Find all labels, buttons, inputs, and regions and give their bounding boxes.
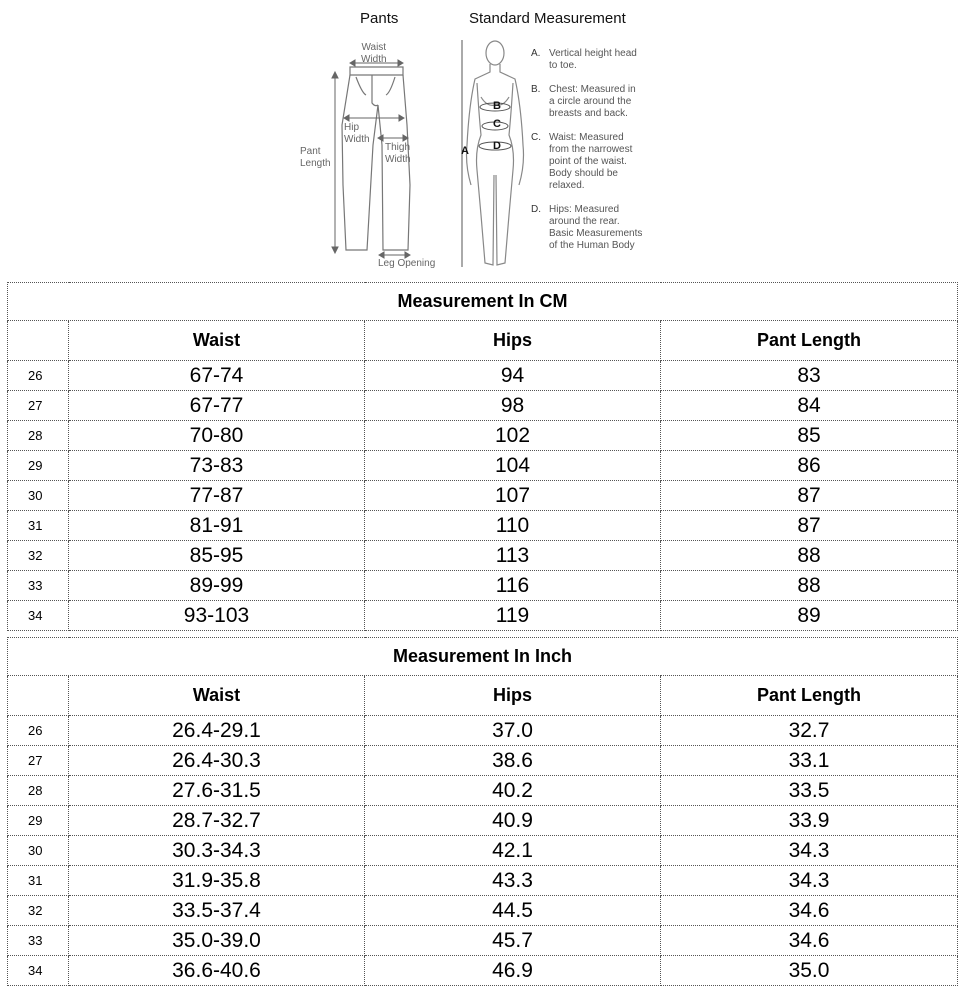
leg-opening-label: Leg Opening [378, 258, 436, 269]
pant-length-cell: 89 [661, 601, 958, 631]
table-row [8, 361, 958, 391]
pant-length-label: Pant Length [300, 146, 331, 169]
waist-cell: 26.4-29.1 [69, 716, 365, 746]
waist-cell: 67-77 [69, 391, 365, 421]
table-row [8, 806, 958, 836]
size-cell: 33 [8, 926, 69, 956]
waist-cell: 27.6-31.5 [69, 776, 365, 806]
pant-length-cell: 86 [661, 451, 958, 481]
pant-length-cell: 34.3 [661, 836, 958, 866]
pant-length-cell: 85 [661, 421, 958, 451]
pant-length-cell: 87 [661, 511, 958, 541]
hips-cell: 38.6 [365, 746, 661, 776]
thigh-width-label: Thigh Width [385, 142, 411, 165]
size-cell: 26 [8, 716, 69, 746]
hips-cell: 37.0 [365, 716, 661, 746]
header-pant-length: Pant Length [661, 676, 958, 716]
size-cell: 33 [8, 571, 69, 601]
pant-length-cell: 33.5 [661, 776, 958, 806]
hips-cell: 46.9 [365, 956, 661, 986]
pant-length-cell: 84 [661, 391, 958, 421]
hips-cell: 104 [365, 451, 661, 481]
body-label-a: A [461, 145, 469, 157]
size-cell: 31 [8, 866, 69, 896]
note-d: D. Hips: Measured around the rear. Basic Measurements of the Human Body [531, 204, 643, 251]
cm-size-table [7, 282, 958, 631]
table-row [8, 836, 958, 866]
size-cell: 29 [8, 806, 69, 836]
body-label-b: B [493, 100, 501, 112]
size-cell: 28 [8, 776, 69, 806]
hip-width-label: Hip Width [344, 122, 370, 145]
waist-cell: 81-91 [69, 511, 365, 541]
table-row [8, 571, 958, 601]
header-size [8, 676, 69, 716]
table-row [8, 866, 958, 896]
waist-cell: 67-74 [69, 361, 365, 391]
table-row [8, 541, 958, 571]
hips-cell: 42.1 [365, 836, 661, 866]
standard-measurement-title: Standard Measurement [469, 10, 626, 27]
hips-cell: 44.5 [365, 896, 661, 926]
waist-cell: 36.6-40.6 [69, 956, 365, 986]
waist-cell: 35.0-39.0 [69, 926, 365, 956]
hips-cell: 119 [365, 601, 661, 631]
note-c: C. Waist: Measured from the narrowest point of the waist. Body should be relaxed. [531, 132, 633, 191]
header-hips: Hips [365, 321, 661, 361]
waist-cell: 89-99 [69, 571, 365, 601]
note-a: A. Vertical height head to toe. [531, 48, 637, 71]
header-size [8, 321, 69, 361]
size-cell: 27 [8, 391, 69, 421]
size-cell: 28 [8, 421, 69, 451]
pant-length-cell: 83 [661, 361, 958, 391]
table-row [8, 391, 958, 421]
waist-cell: 26.4-30.3 [69, 746, 365, 776]
body-label-c: C [493, 118, 501, 130]
table-row [8, 451, 958, 481]
waist-cell: 93-103 [69, 601, 365, 631]
waist-cell: 73-83 [69, 451, 365, 481]
inch-size-table [7, 637, 958, 986]
waist-cell: 28.7-32.7 [69, 806, 365, 836]
pant-length-cell: 88 [661, 571, 958, 601]
pant-length-cell: 32.7 [661, 716, 958, 746]
hips-cell: 110 [365, 511, 661, 541]
size-cell: 31 [8, 511, 69, 541]
table-row [8, 601, 958, 631]
pant-length-cell: 87 [661, 481, 958, 511]
table-row [8, 896, 958, 926]
pant-length-cell: 34.3 [661, 866, 958, 896]
hips-cell: 94 [365, 361, 661, 391]
waist-cell: 70-80 [69, 421, 365, 451]
note-b: B. Chest: Measured in a circle around the breasts and back. [531, 84, 636, 119]
table-row [8, 511, 958, 541]
size-cell: 32 [8, 541, 69, 571]
table-row [8, 716, 958, 746]
header-pant-length: Pant Length [661, 321, 958, 361]
pant-length-cell: 33.1 [661, 746, 958, 776]
header-hips: Hips [365, 676, 661, 716]
pant-length-cell: 34.6 [661, 926, 958, 956]
size-cell: 29 [8, 451, 69, 481]
header-waist: Waist [69, 676, 365, 716]
size-cell: 34 [8, 601, 69, 631]
hips-cell: 40.9 [365, 806, 661, 836]
inch-table-title: Measurement In Inch [8, 638, 958, 676]
pant-length-cell: 35.0 [661, 956, 958, 986]
hips-cell: 45.7 [365, 926, 661, 956]
table-row [8, 481, 958, 511]
table-row [8, 926, 958, 956]
size-cell: 30 [8, 836, 69, 866]
waist-cell: 33.5-37.4 [69, 896, 365, 926]
table-row [8, 956, 958, 986]
waist-cell: 85-95 [69, 541, 365, 571]
size-cell: 26 [8, 361, 69, 391]
hips-cell: 102 [365, 421, 661, 451]
pant-length-cell: 34.6 [661, 896, 958, 926]
size-cell: 27 [8, 746, 69, 776]
hips-cell: 116 [365, 571, 661, 601]
hips-cell: 40.2 [365, 776, 661, 806]
waist-width-label: Waist Width [361, 42, 387, 65]
table-row [8, 776, 958, 806]
table-row [8, 746, 958, 776]
size-cell: 30 [8, 481, 69, 511]
header-waist: Waist [69, 321, 365, 361]
pant-length-cell: 33.9 [661, 806, 958, 836]
hips-cell: 43.3 [365, 866, 661, 896]
table-row [8, 421, 958, 451]
measurement-illustration [0, 0, 962, 278]
waist-cell: 31.9-35.8 [69, 866, 365, 896]
hips-cell: 98 [365, 391, 661, 421]
pant-length-cell: 88 [661, 541, 958, 571]
size-cell: 32 [8, 896, 69, 926]
cm-table-title: Measurement In CM [8, 283, 958, 321]
body-label-d: D [493, 140, 501, 152]
pants-title: Pants [360, 10, 399, 27]
hips-cell: 113 [365, 541, 661, 571]
size-cell: 34 [8, 956, 69, 986]
waist-cell: 77-87 [69, 481, 365, 511]
hips-cell: 107 [365, 481, 661, 511]
waist-cell: 30.3-34.3 [69, 836, 365, 866]
